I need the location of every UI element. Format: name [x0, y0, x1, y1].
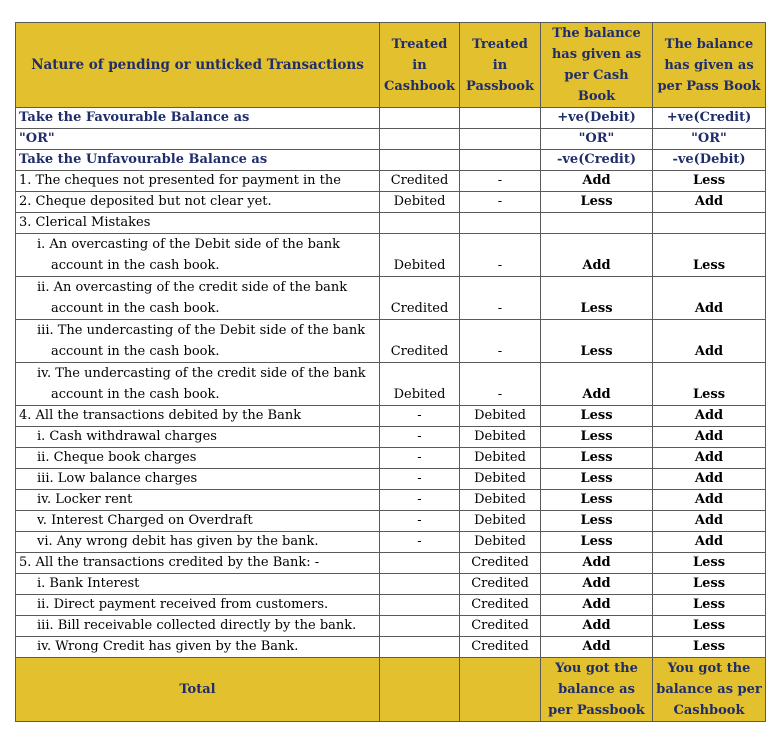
- row-cashbook: [380, 637, 460, 658]
- row-passbook: Credited: [460, 595, 541, 616]
- row-per-cash: Less: [541, 427, 653, 448]
- table-row: [16, 490, 766, 511]
- row-label: i. An overcasting of the Debit side of the bank account in the cash book.: [16, 234, 380, 277]
- row-label: iii. Low balance charges: [16, 469, 380, 490]
- total-passbook-cell: [460, 658, 541, 722]
- row-label: i. Cash withdrawal charges: [16, 427, 380, 448]
- row-per-pass: Less: [653, 574, 766, 595]
- row-label: iv. The undercasting of the credit side of the bank account in the cash book.: [16, 363, 380, 406]
- row-passbook: Debited: [460, 490, 541, 511]
- table-row: [16, 427, 766, 448]
- row-per-cash: Add: [541, 171, 653, 192]
- table-row: [16, 129, 766, 150]
- row-cashbook: [380, 129, 460, 150]
- row-per-cash: Less: [541, 277, 653, 320]
- row-per-pass: Less: [653, 234, 766, 277]
- row-passbook: -: [460, 234, 541, 277]
- row-cashbook: [380, 574, 460, 595]
- row-label: vi. Any wrong debit has given by the bank.: [16, 532, 380, 553]
- row-passbook: Debited: [460, 427, 541, 448]
- row-per-cash: Add: [541, 637, 653, 658]
- table-row: [16, 171, 766, 192]
- row-label: 1. The cheques not presented for payment in the: [16, 171, 380, 192]
- table-row: [16, 595, 766, 616]
- row-cashbook: -: [380, 448, 460, 469]
- row-per-cash: Add: [541, 616, 653, 637]
- row-cashbook: Credited: [380, 320, 460, 363]
- row-per-cash: "OR": [541, 129, 653, 150]
- table-row: [16, 574, 766, 595]
- row-label: 5. All the transactions credited by the Bank: -: [16, 553, 380, 574]
- row-passbook: Debited: [460, 448, 541, 469]
- header-cashbook: Treated in Cashbook: [380, 23, 460, 108]
- row-per-pass: Less: [653, 595, 766, 616]
- table-row: [16, 192, 766, 213]
- row-passbook: Debited: [460, 406, 541, 427]
- table-row: [16, 616, 766, 637]
- total-cashbook-cell: [380, 658, 460, 722]
- row-per-pass: Less: [653, 616, 766, 637]
- row-per-pass: +ve(Credit): [653, 108, 766, 129]
- row-label: v. Interest Charged on Overdraft: [16, 511, 380, 532]
- table-row: [16, 277, 766, 320]
- row-label: 4. All the transactions debited by the Bank: [16, 406, 380, 427]
- row-passbook: [460, 150, 541, 171]
- header-per-pass-book: The balance has given as per Pass Book: [653, 23, 766, 108]
- row-passbook: Debited: [460, 469, 541, 490]
- row-per-cash: Less: [541, 469, 653, 490]
- table-row: [16, 469, 766, 490]
- row-per-cash: Add: [541, 363, 653, 406]
- table-row: [16, 320, 766, 363]
- row-per-cash: Less: [541, 532, 653, 553]
- row-passbook: -: [460, 192, 541, 213]
- row-per-pass: Add: [653, 192, 766, 213]
- header-row: [16, 23, 766, 108]
- row-cashbook: [380, 595, 460, 616]
- row-passbook: -: [460, 320, 541, 363]
- row-per-pass: Add: [653, 532, 766, 553]
- table-row: [16, 406, 766, 427]
- row-cashbook: -: [380, 532, 460, 553]
- row-cashbook: [380, 150, 460, 171]
- row-per-pass: Less: [653, 363, 766, 406]
- header-nature: Nature of pending or unticked Transactions: [16, 23, 380, 108]
- row-cashbook: Credited: [380, 277, 460, 320]
- row-label: iv. Locker rent: [16, 490, 380, 511]
- header-passbook: Treated in Passbook: [460, 23, 541, 108]
- table-row: [16, 363, 766, 406]
- row-label: 2. Cheque deposited but not clear yet.: [16, 192, 380, 213]
- row-per-pass: Add: [653, 320, 766, 363]
- table-row: [16, 448, 766, 469]
- header-per-cash-book: The balance has given as per Cash Book: [541, 23, 653, 108]
- row-label: i. Bank Interest: [16, 574, 380, 595]
- total-per-cash: You got the balance as per Passbook: [541, 658, 653, 722]
- row-label: iv. Wrong Credit has given by the Bank.: [16, 637, 380, 658]
- table-row: [16, 511, 766, 532]
- row-passbook: [460, 108, 541, 129]
- row-per-pass: Less: [653, 171, 766, 192]
- row-cashbook: [380, 213, 460, 234]
- row-cashbook: -: [380, 427, 460, 448]
- row-label: "OR": [16, 129, 380, 150]
- row-per-pass: Add: [653, 511, 766, 532]
- row-per-cash: Add: [541, 234, 653, 277]
- row-passbook: -: [460, 171, 541, 192]
- total-per-pass: You got the balance as per Cashbook: [653, 658, 766, 722]
- row-label: 3. Clerical Mistakes: [16, 213, 380, 234]
- row-cashbook: -: [380, 511, 460, 532]
- row-per-pass: "OR": [653, 129, 766, 150]
- row-per-cash: Less: [541, 406, 653, 427]
- row-per-pass: [653, 213, 766, 234]
- row-cashbook: Debited: [380, 234, 460, 277]
- row-per-pass: Add: [653, 406, 766, 427]
- row-cashbook: [380, 553, 460, 574]
- row-per-cash: Add: [541, 595, 653, 616]
- row-per-cash: [541, 213, 653, 234]
- row-passbook: Credited: [460, 616, 541, 637]
- total-label: Total: [16, 658, 380, 722]
- row-label: iii. Bill receivable collected directly by the bank.: [16, 616, 380, 637]
- row-per-pass: Add: [653, 448, 766, 469]
- row-cashbook: -: [380, 469, 460, 490]
- row-cashbook: Credited: [380, 171, 460, 192]
- row-per-pass: Less: [653, 637, 766, 658]
- table-row: [16, 553, 766, 574]
- row-cashbook: Debited: [380, 363, 460, 406]
- row-cashbook: -: [380, 490, 460, 511]
- table-row: [16, 150, 766, 171]
- row-per-pass: Less: [653, 553, 766, 574]
- row-per-cash: Add: [541, 574, 653, 595]
- row-passbook: -: [460, 277, 541, 320]
- row-per-cash: Add: [541, 553, 653, 574]
- row-per-cash: Less: [541, 192, 653, 213]
- row-passbook: [460, 129, 541, 150]
- row-cashbook: -: [380, 406, 460, 427]
- row-label: iii. The undercasting of the Debit side of the bank account in the cash book.: [16, 320, 380, 363]
- row-per-pass: Add: [653, 427, 766, 448]
- row-per-pass: -ve(Debit): [653, 150, 766, 171]
- row-label: ii. Direct payment received from customers.: [16, 595, 380, 616]
- table-row: [16, 108, 766, 129]
- row-per-pass: Add: [653, 490, 766, 511]
- table-row: [16, 213, 766, 234]
- row-label: ii. An overcasting of the credit side of the bank account in the cash book.: [16, 277, 380, 320]
- row-passbook: -: [460, 363, 541, 406]
- row-label: Take the Favourable Balance as: [16, 108, 380, 129]
- row-per-pass: Add: [653, 277, 766, 320]
- row-per-pass: Add: [653, 469, 766, 490]
- row-per-cash: Less: [541, 511, 653, 532]
- row-per-cash: Less: [541, 320, 653, 363]
- row-passbook: Debited: [460, 532, 541, 553]
- table-row: [16, 532, 766, 553]
- row-label: Take the Unfavourable Balance as: [16, 150, 380, 171]
- reconciliation-table: [15, 22, 766, 722]
- table-row: [16, 637, 766, 658]
- row-passbook: Credited: [460, 637, 541, 658]
- row-per-cash: -ve(Credit): [541, 150, 653, 171]
- row-per-cash: Less: [541, 490, 653, 511]
- row-label: ii. Cheque book charges: [16, 448, 380, 469]
- row-passbook: Debited: [460, 511, 541, 532]
- row-cashbook: Debited: [380, 192, 460, 213]
- total-row: [16, 658, 766, 722]
- row-cashbook: [380, 108, 460, 129]
- row-per-cash: +ve(Debit): [541, 108, 653, 129]
- row-passbook: Credited: [460, 553, 541, 574]
- row-passbook: [460, 213, 541, 234]
- row-cashbook: [380, 616, 460, 637]
- row-per-cash: Less: [541, 448, 653, 469]
- table-row: [16, 234, 766, 277]
- row-passbook: Credited: [460, 574, 541, 595]
